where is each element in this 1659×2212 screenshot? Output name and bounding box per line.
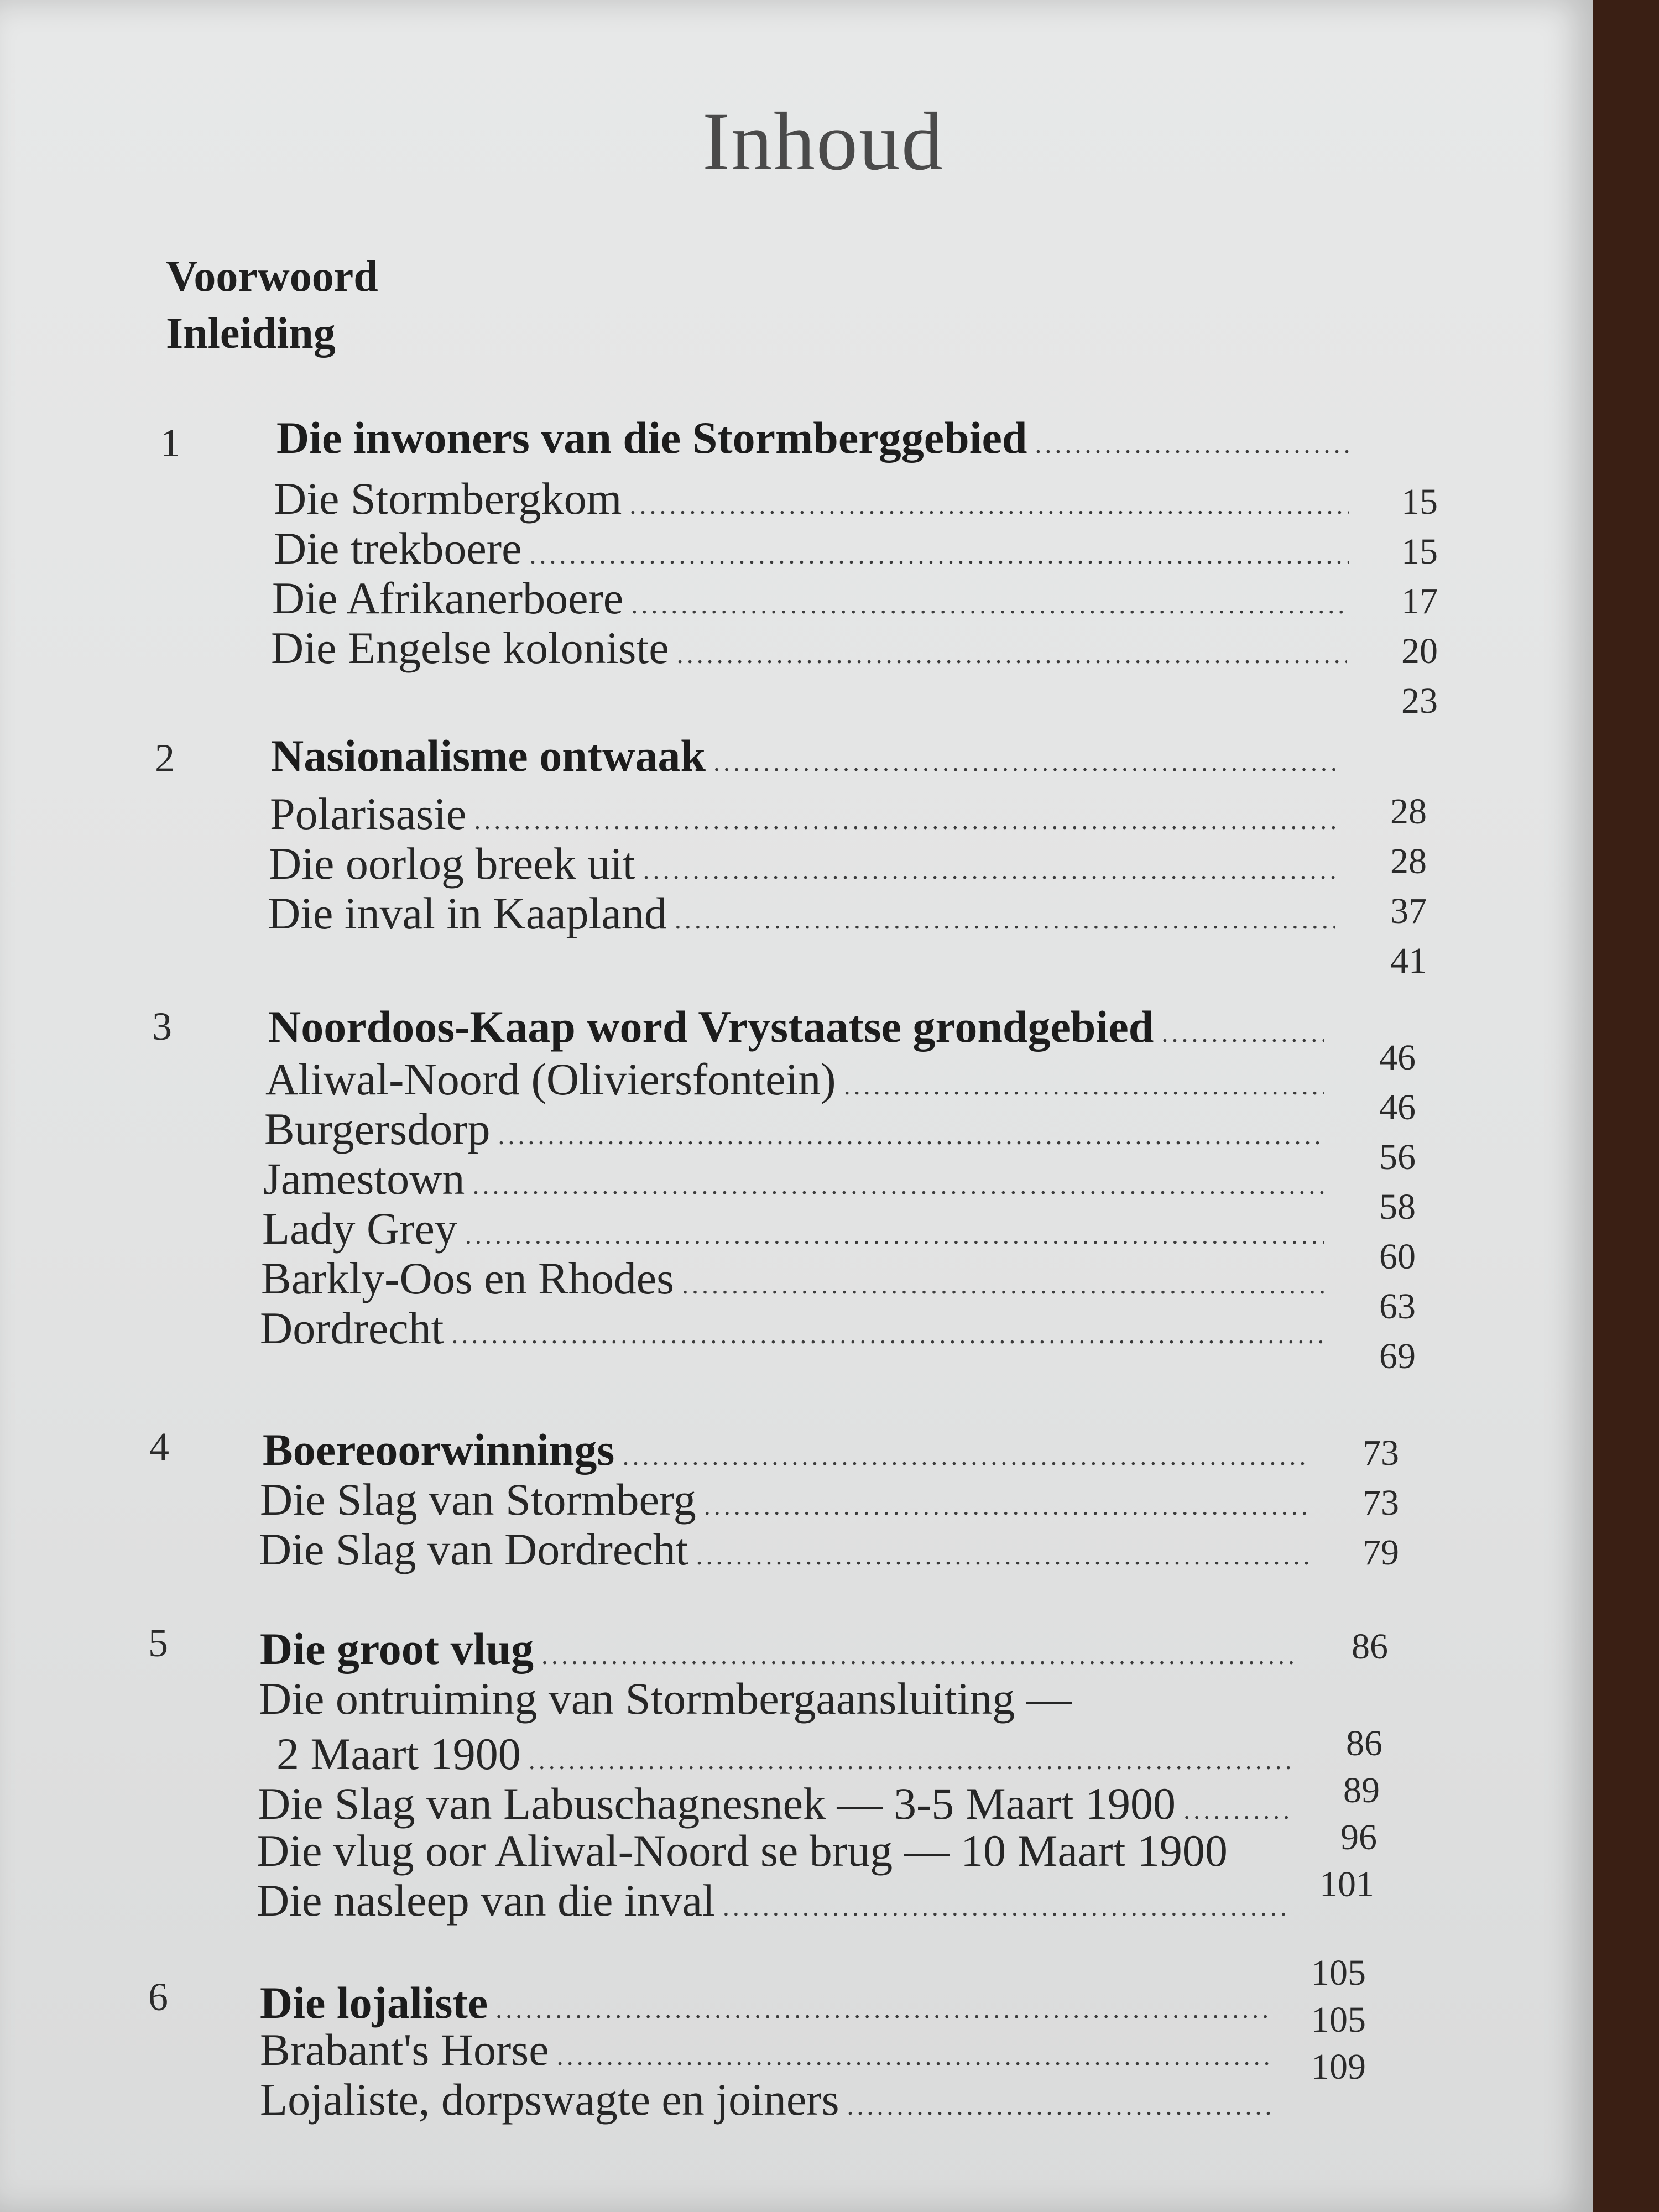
chapter-title: Noordoos-Kaap word Vrystaatse grondgebied .....: [268, 1001, 1324, 1053]
toc-section: 2 Maart 1900 .....: [276, 1728, 1294, 1780]
page-number: 73: [1363, 1483, 1399, 1523]
page-number: 105: [1311, 1953, 1366, 1993]
chapter-title: Nasionalisme ontwaak .....: [271, 730, 1335, 782]
page-number: 17: [1401, 581, 1438, 622]
toc-section: Die Slag van Labuschagnesnek — 3-5 Maart 1900 .....: [258, 1778, 1292, 1830]
toc-section: Lojaliste, dorpswagte en joiners .....: [260, 2074, 1272, 2126]
toc-section: Dordrecht .....: [260, 1302, 1324, 1354]
preliminary-voorwoord: Voorwoord: [166, 252, 378, 301]
toc-section: Lady Grey .....: [262, 1203, 1324, 1255]
toc-section: Barkly-Oos en Rhodes .....: [261, 1253, 1324, 1305]
chapter-title: Die inwoners van die Stormberggebied .....: [276, 412, 1349, 464]
page-number: 58: [1379, 1187, 1416, 1227]
chapter-number: 6: [148, 1975, 168, 2019]
page-number: 86: [1346, 1723, 1383, 1764]
show-through-text: [1051, 149, 1060, 193]
page-number: 60: [1379, 1237, 1416, 1277]
page-number: 73: [1363, 1433, 1399, 1473]
toc-section: Die ontruiming van Stormbergaansluiting —: [259, 1673, 1072, 1724]
page-title: Inhoud: [702, 96, 944, 187]
chapter-number: 2: [155, 736, 175, 780]
chapter-number: 5: [148, 1621, 168, 1665]
chapter-number: 3: [152, 1004, 172, 1048]
page-number: 56: [1379, 1137, 1416, 1177]
toc-section: Brabant's Horse .....: [260, 2024, 1272, 2076]
toc-section: Die vlug oor Aliwal-Noord se brug — 10 Maart 1900: [257, 1825, 1228, 1876]
toc-section: Die trekboere .....: [274, 523, 1349, 575]
chapter-title: Boereoorwinnings .....: [263, 1424, 1308, 1476]
page-number: 15: [1401, 482, 1438, 522]
page-number: 20: [1401, 631, 1438, 671]
chapter-number: 1: [160, 421, 180, 465]
toc-section: Die Afrikanerboere .....: [272, 572, 1348, 624]
toc-section: Aliwal-Noord (Oliviersfontein) .....: [265, 1053, 1324, 1105]
chapter-number: 4: [149, 1425, 169, 1469]
page-number: 23: [1401, 681, 1438, 721]
page-number: 105: [1311, 2000, 1366, 2040]
toc-section: Die Slag van Stormberg .....: [260, 1474, 1308, 1526]
page-number: 41: [1390, 941, 1427, 981]
page-number: 63: [1379, 1286, 1416, 1327]
toc-section: Burgersdorp .....: [264, 1103, 1324, 1155]
page-number: 28: [1390, 791, 1427, 832]
page-number: 96: [1340, 1817, 1377, 1858]
page-number: 89: [1343, 1770, 1380, 1811]
page-number: 15: [1401, 531, 1438, 572]
toc-section: Die oorlog breek uit .....: [269, 838, 1335, 890]
page-number: 37: [1390, 891, 1427, 931]
toc-section: Die nasleep van die inval .....: [257, 1875, 1286, 1927]
chapter-title: Die lojaliste .....: [260, 1977, 1272, 2029]
preliminary-inleiding: Inleiding: [166, 309, 336, 358]
toc-section: Die Stormbergkom .....: [274, 473, 1349, 525]
page-number: 46: [1379, 1037, 1416, 1078]
page-number: 109: [1311, 2047, 1366, 2087]
page-number: 79: [1363, 1532, 1399, 1573]
toc-section: Die inval in Kaapland .....: [268, 888, 1335, 940]
page-number: 86: [1352, 1626, 1388, 1667]
toc-section: Jamestown .....: [263, 1153, 1324, 1205]
page-number: 28: [1390, 841, 1427, 881]
page-number: 101: [1319, 1864, 1374, 1905]
toc-section: Die Slag van Dordrecht .....: [259, 1524, 1308, 1575]
chapter-title: Die groot vlug .....: [260, 1623, 1300, 1675]
page-number: 69: [1379, 1336, 1416, 1376]
toc-section: Die Engelse koloniste .....: [271, 622, 1347, 674]
toc-section: Polarisasie .....: [270, 788, 1335, 840]
page-number: 46: [1379, 1087, 1416, 1128]
